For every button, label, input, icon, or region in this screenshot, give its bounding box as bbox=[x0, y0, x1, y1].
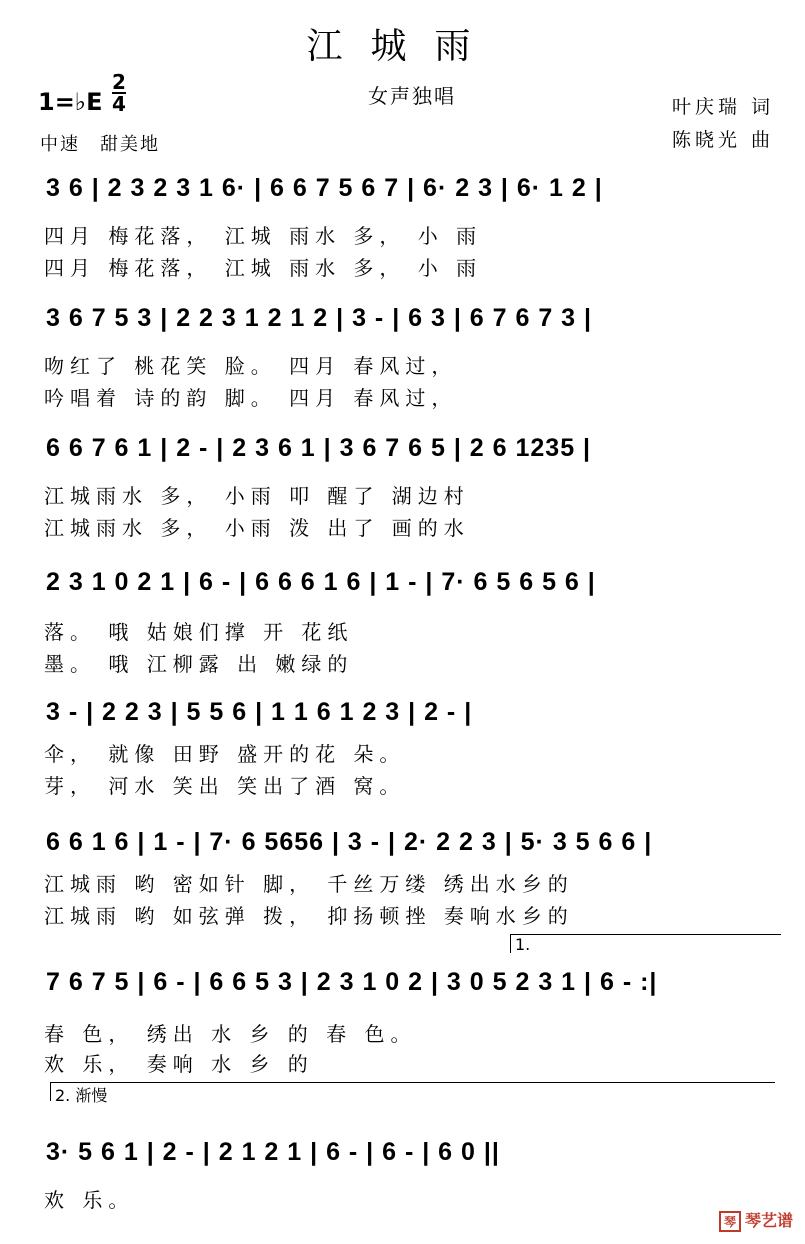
system-1-notes: 3 6 | 2 3 2 3 1 6· | 6 6 7 5 6 7 | 6· 2 3 | 6· 1 2 | bbox=[46, 174, 603, 202]
page-title: 江城雨 bbox=[306, 26, 499, 67]
system-5-lyric-2: 芽， 河水 笑出 笑出了酒 窝。 bbox=[44, 774, 406, 798]
system-8-lyric-1: 欢 乐。 bbox=[44, 1188, 135, 1212]
system-3-notes: 6 6 7 6 1 | 2 - | 2 3 6 1 | 3 6 7 6 5 | 2 6 1235 | bbox=[46, 434, 592, 462]
system-8-notes: 3· 5 6 1 | 2 - | 2 1 2 1 | 6 - | 6 - | 6 0 || bbox=[46, 1138, 500, 1166]
system-6-notes: 6 6 1 6 | 1 - | 7· 6 5656 | 3 - | 2· 2 2 3 | 5· 3 5 6 6 | bbox=[46, 828, 653, 856]
watermark-text: 琴艺谱 bbox=[744, 1211, 793, 1230]
system-7-notes: 7 6 7 5 | 6 - | 6 6 5 3 | 2 3 1 0 2 | 3 0 5 2 3 1 | 6 - :| bbox=[46, 968, 658, 996]
system-5-lyric-1: 伞， 就像 田野 盛开的花 朵。 bbox=[44, 742, 406, 766]
composer: 陈晓光 曲 bbox=[672, 129, 775, 151]
logo-icon: 琴 bbox=[719, 1211, 741, 1232]
time-signature bbox=[112, 72, 126, 114]
system-3-lyric-1: 江城雨水 多， 小雨 叩 醒了 湖边村 bbox=[44, 484, 470, 508]
system-6-lyric-2: 江城雨 哟 如弦弹 拨， 抑扬顿挫 奏响水乡的 bbox=[44, 904, 574, 928]
system-4-lyric-2: 墨。 哦 江柳露 出 嫩绿的 bbox=[44, 652, 354, 676]
system-5-notes: 3 - | 2 2 3 | 5 5 6 | 1 1 6 1 2 3 | 2 - | bbox=[46, 698, 473, 726]
system-2-lyric-2: 吟唱着 诗的韵 脚。 四月 春风过， bbox=[44, 386, 458, 410]
system-4-notes: 2 3 1 0 2 1 | 6 - | 6 6 6 1 6 | 1 - | 7· 6 5 6 5 6 | bbox=[46, 568, 596, 596]
system-7-lyric-2: 欢 乐， 奏响 水 乡 的 bbox=[44, 1052, 314, 1076]
watermark-logo bbox=[719, 1208, 793, 1232]
system-2-lyric-1: 吻红了 桃花笑 脸。 四月 春风过， bbox=[44, 354, 458, 378]
system-4-lyric-1: 落。 哦 姑娘们撑 开 花纸 bbox=[44, 620, 354, 644]
subtitle: 女声独唱 bbox=[368, 84, 456, 108]
lyricist: 叶庆瑞 词 bbox=[672, 96, 775, 118]
key-signature: 1=♭E bbox=[38, 88, 103, 116]
system-6-lyric-1: 江城雨 哟 密如针 脚， 千丝万缕 绣出水乡的 bbox=[44, 872, 574, 896]
volta-2: 2. 渐慢 bbox=[50, 1082, 775, 1101]
tempo-marking: 中速 甜美地 bbox=[40, 134, 160, 155]
volta-1: 1. bbox=[510, 934, 781, 953]
time-signature-top: 2 bbox=[112, 70, 126, 94]
system-1-lyric-1: 四月 梅花落， 江城 雨水 多， 小 雨 bbox=[44, 224, 483, 248]
system-7-lyric-1: 春 色， 绣出 水 乡 的 春 色。 bbox=[44, 1022, 417, 1046]
system-1-lyric-2: 四月 梅花落， 江城 雨水 多， 小 雨 bbox=[44, 256, 483, 280]
system-2-notes: 3 6 7 5 3 | 2 2 3 1 2 1 2 | 3 - | 6 3 | 6 7 6 7 3 | bbox=[46, 304, 593, 332]
time-signature-bottom: 4 bbox=[112, 92, 126, 116]
system-3-lyric-2: 江城雨水 多， 小雨 泼 出了 画的水 bbox=[44, 516, 470, 540]
